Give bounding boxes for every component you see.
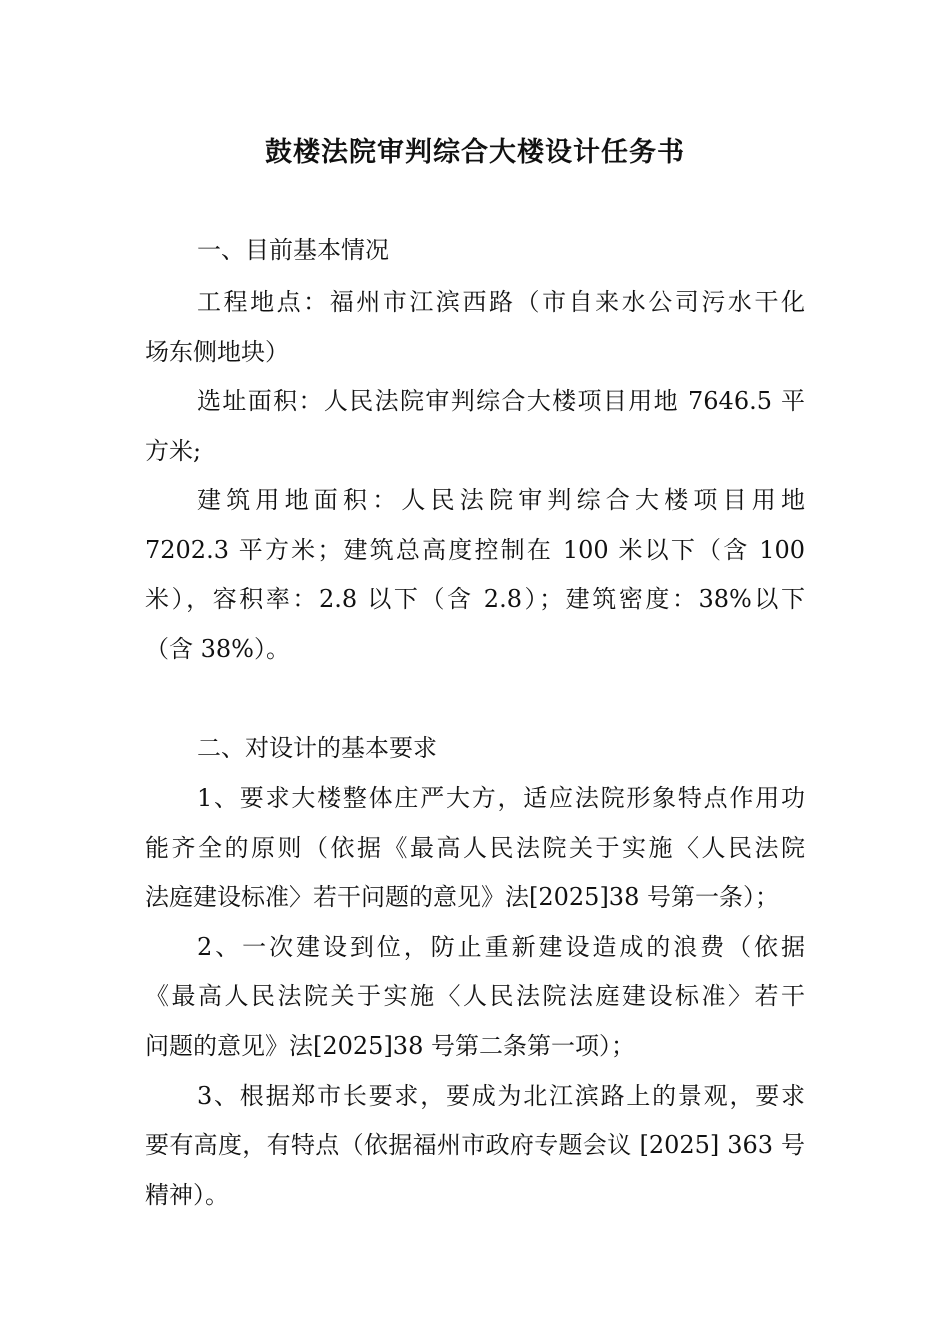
requirement-1-line-3: 法庭建设标准〉若干问题的意见》法[2025]38 号第一条）； [145, 883, 779, 911]
building-land-line-2: 7202.3 平方米；建筑总高度控制在 100 米以下（含 100 [145, 536, 805, 564]
section-1-heading: 一、目前基本情况 [197, 236, 389, 264]
requirement-3-line-3: 精神）。 [145, 1181, 229, 1209]
requirement-2-line-3: 问题的意见》法[2025]38 号第二条第一项）； [145, 1032, 635, 1060]
section-2-heading: 二、对设计的基本要求 [197, 734, 437, 762]
location-line-1: 工程地点：福州市江滨西路（市自来水公司污水干化 [197, 288, 805, 316]
building-land-line-3: 米），容积率：2.8 以下（含 2.8）；建筑密度：38%以下 [145, 585, 805, 613]
requirement-1-line-2: 能齐全的原则（依据《最高人民法院关于实施〈人民法院 [145, 834, 805, 862]
requirement-1-line-1: 1、要求大楼整体庄严大方，适应法院形象特点作用功 [197, 784, 805, 812]
site-area-line-1: 选址面积：人民法院审判综合大楼项目用地 7646.5 平 [197, 387, 805, 415]
location-line-2: 场东侧地块） [145, 338, 289, 366]
requirement-2-line-1: 2、一次建设到位，防止重新建设造成的浪费（依据 [197, 933, 805, 961]
requirement-3-line-1: 3、根据郑市长要求，要成为北江滨路上的景观，要求 [197, 1082, 805, 1110]
requirement-2-line-2: 《最高人民法院关于实施〈人民法院法庭建设标准〉若干 [145, 982, 805, 1010]
requirement-3-line-2: 要有高度，有特点（依据福州市政府专题会议 [2025] 363 号 [145, 1131, 805, 1159]
document-title: 鼓楼法院审判综合大楼设计任务书 [265, 137, 685, 168]
building-land-line-4: （含 38%）。 [145, 635, 290, 663]
site-area-line-2: 方米; [145, 437, 202, 465]
building-land-line-1: 建筑用地面积：人民法院审判综合大楼项目用地 [197, 486, 805, 514]
